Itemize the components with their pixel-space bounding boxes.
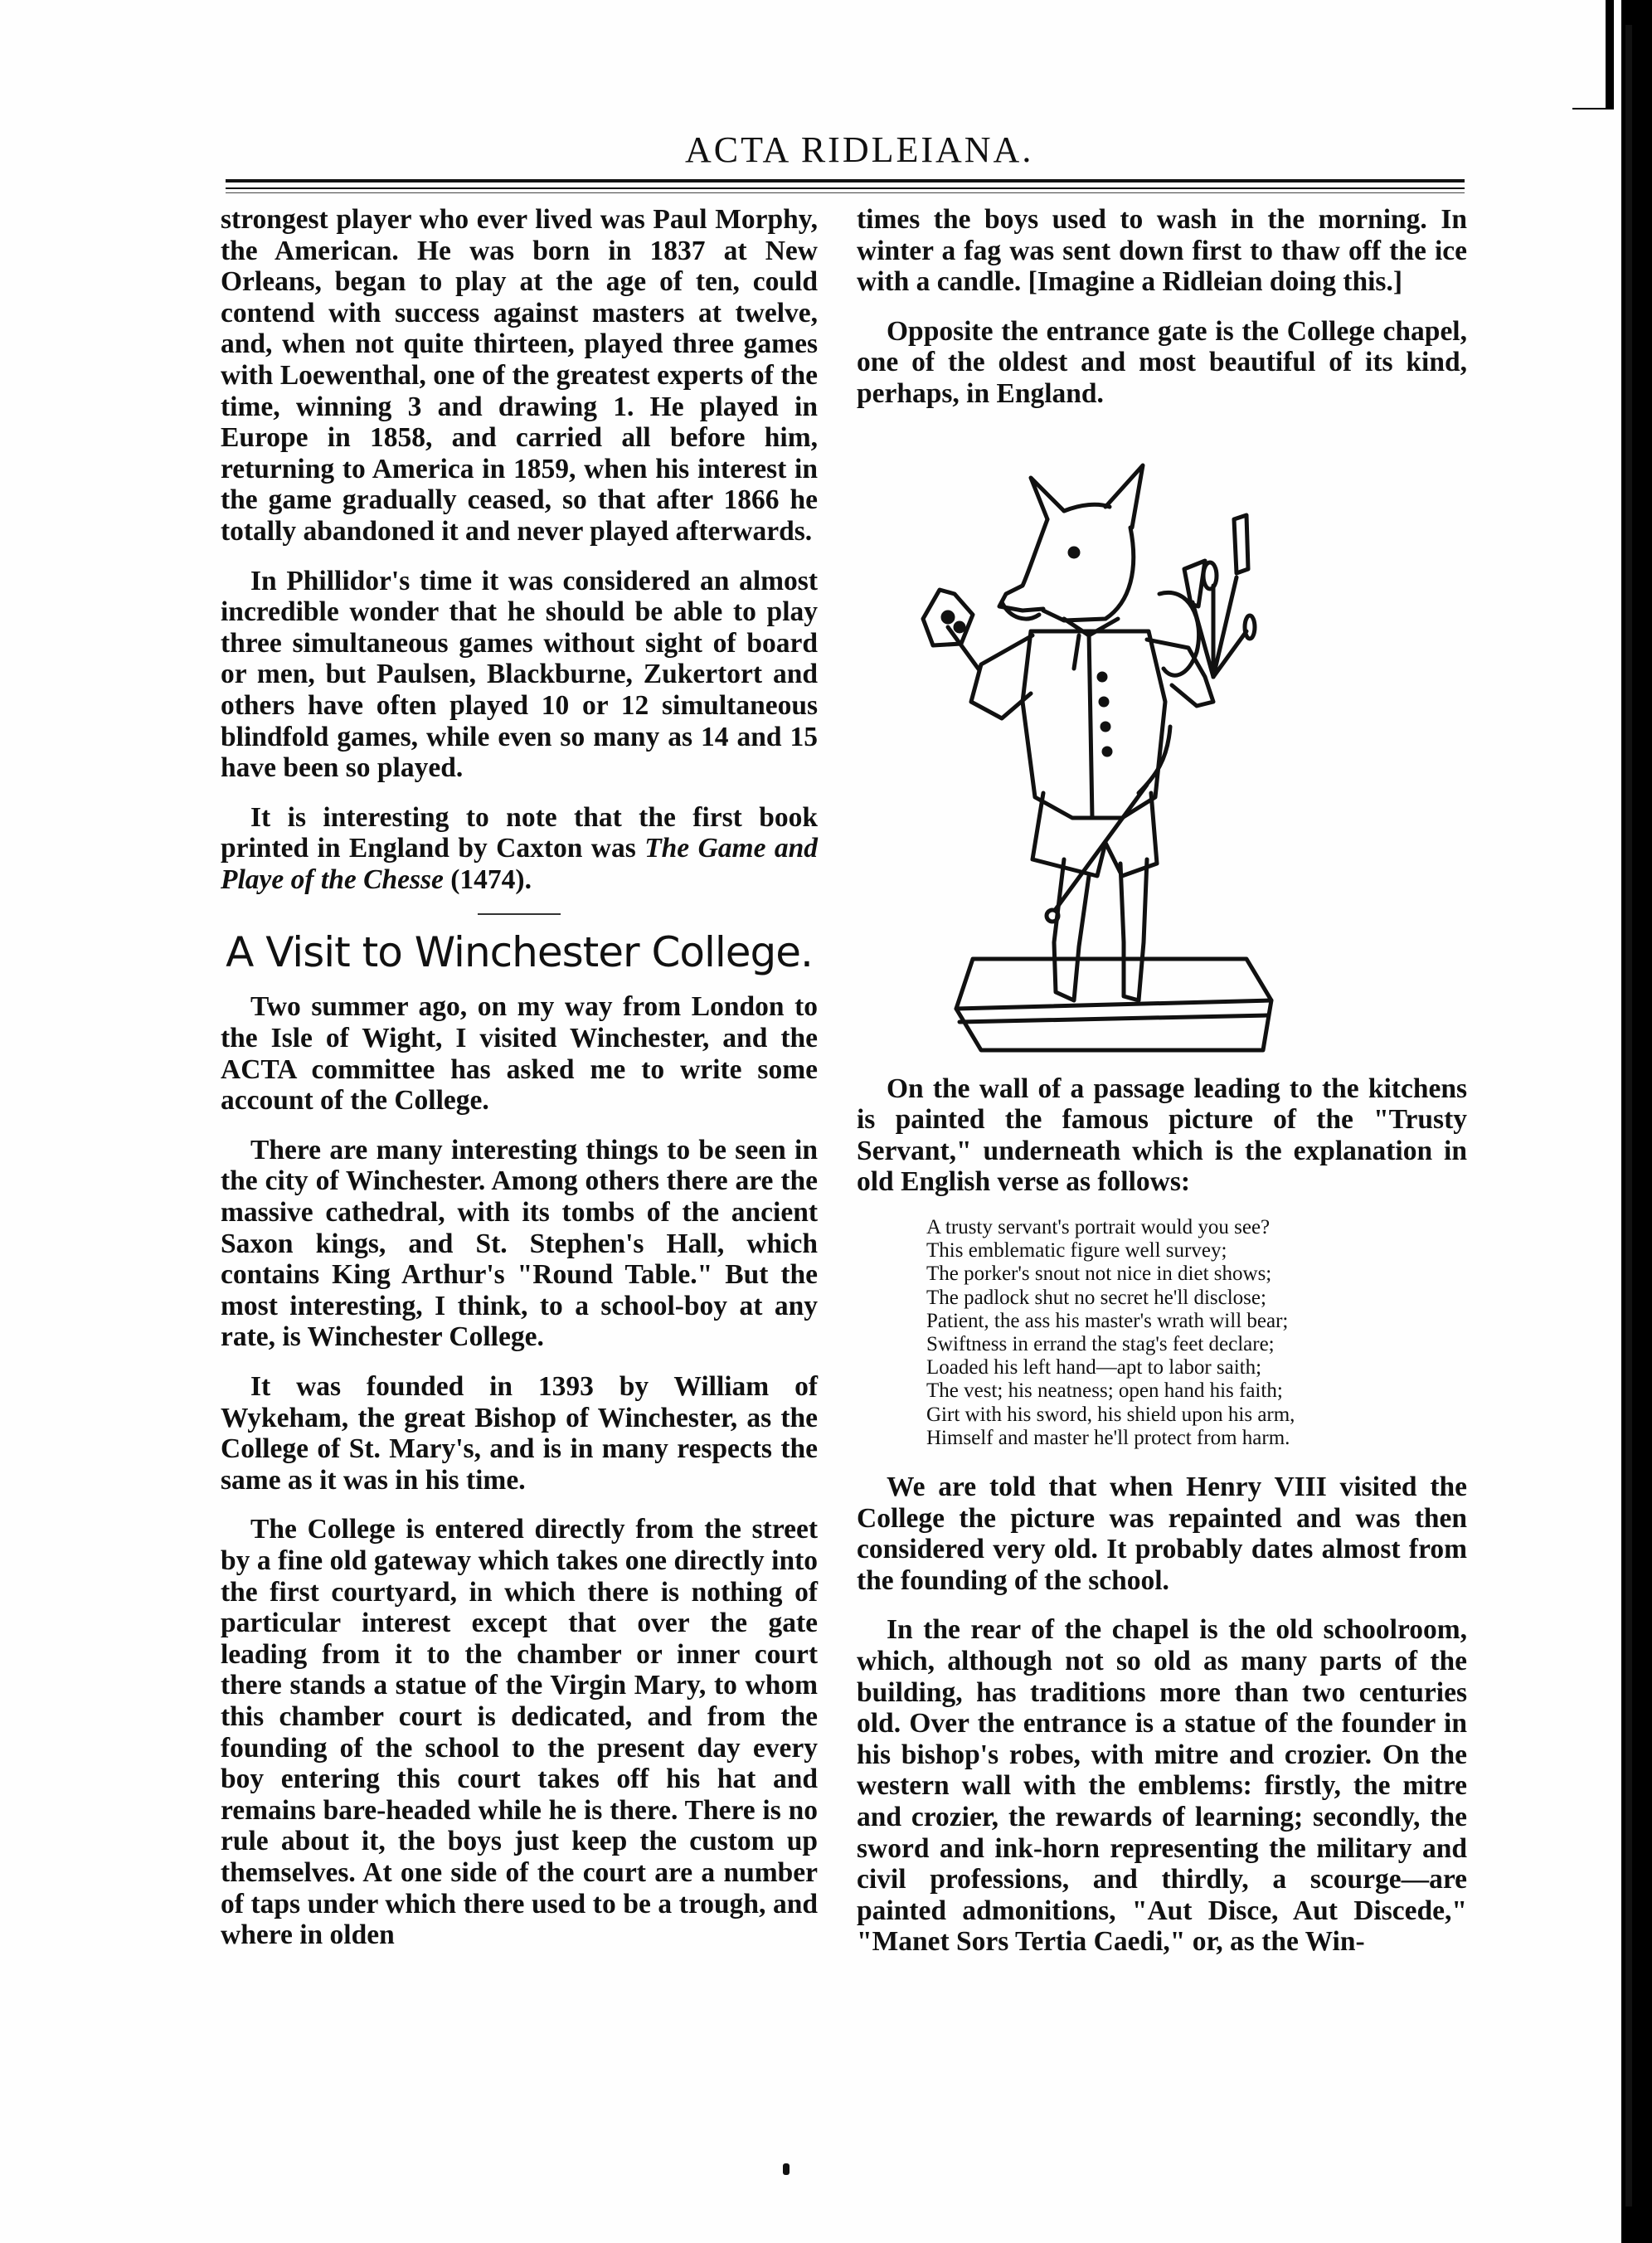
paragraph: strongest player who ever lived was Paul Morphy, the American. He was born in 1837 at New Orleans, began to play at the age of ten, could contend with success against masters at twelve, and, when not quite thirteen, played three games with Loewenthal, one of the greatest experts of the time, winning 3 and drawing 1. He played in Europe in 1858, and carried all before him, returning to America in 1859, when his interest in the game gradually ceased, so that after 1866 he totally abandoned it and never played afterwards.	[221, 204, 818, 547]
book-title: The Game and Playe of the Chesse	[221, 833, 818, 895]
verse-line: The porker's snout not nice in diet shows;	[926, 1263, 1272, 1286]
header-rule	[226, 179, 1465, 182]
caxton-text-before: It is interesting to note that the first book printed in England by Caxton was	[221, 801, 818, 864]
paragraph: In Phillidor's time it was considered an almost incredible wonder that he should be able to play three simultaneous games without sight of board or men, but Paulsen, Blackburne, Zukertort and others have often played 10 or 12 simultaneous blindfold games, while even so many as 14 and 15 have been so played.	[221, 565, 818, 784]
page-edge-mark	[1572, 0, 1614, 109]
trusty-servant-illustration	[857, 428, 1467, 1058]
verse-line: Patient, the ass his master's wrath will bear;	[926, 1309, 1289, 1332]
verse-line: Loaded his left hand—apt to labor saith;	[926, 1356, 1262, 1379]
left-column	[221, 204, 818, 1969]
verse-line: Swiftness in errand the stag's feet declare;	[926, 1332, 1275, 1355]
paragraph: The College is entered directly from the street by a fine old gateway which takes one directly into the first courtyard, in which there is nothing of particular interest except that over the gate leading from it to the chamber or inner court there stands a statue of the Virgin Mary, to whom this chamber court is dedicated, and from the founding of the school to the present day every boy entering this court takes off his hat and remains bare-headed while he is there. There is no rule about it, the boys just keep the custom up themselves. At one side of the court are a number of taps under which there used to be a trough, and where in olden	[221, 1514, 818, 1951]
verse-line: A trusty servant's portrait would you see?	[926, 1215, 1271, 1238]
verse-line: Himself and master he'll protect from harm.	[926, 1426, 1290, 1449]
paragraph: We are told that when Henry VIII visited the College the picture was repainted and was then considered very old. It probably dates almost from the founding of the school.	[857, 1471, 1467, 1596]
verse	[926, 1216, 1467, 1450]
right-column	[857, 204, 1467, 1976]
scan-border-line	[1625, 25, 1632, 2207]
caxton-text-after: (1474).	[443, 864, 532, 895]
verse-line: The vest; his neatness; open hand his faith;	[926, 1379, 1283, 1403]
header-rule-thin-second	[226, 192, 1465, 193]
footer-mark	[783, 2163, 790, 2175]
caxton-paragraph	[221, 802, 818, 896]
paragraph: It was founded in 1393 by William of Wykeham, the great Bishop of Winchester, as the College of St. Mary's, and is in many respects the same as it was in his time.	[221, 1371, 818, 1496]
article-title: A Visit to Winchester College.	[226, 928, 813, 977]
running-header: ACTA RIDLEIANA.	[685, 129, 1034, 170]
paragraph: Opposite the entrance gate is the College chapel, one of the oldest and most beautiful of its kind, perhaps, in England.	[857, 315, 1467, 409]
paragraph: In the rear of the chapel is the old schoolroom, which, although not so old as many parts of the building, has traditions more than two centuries old. Over the entrance is a statue of the founder in his bishop's robes, with mitre and crozier. On the western wall with the emblems: firstly, the mitre and crozier, the rewards of learning; secondly, the sword and ink-horn representing the military and civil professions, and thirdly, a scourge—are painted admonitions, "Aut Disce, Aut Discede," "Manet Sors Tertia Caedi," or, as the Win-	[857, 1614, 1467, 1958]
paragraph: There are many interesting things to be seen in the city of Winchester. Among others there are the massive cathedral, with its tombs of the ancient Saxon kings, and St. Stephen's Hall, which contains King Arthur's "Round Table." But the most interesting, I think, to a school-boy at any rate, is Winchester College.	[221, 1134, 818, 1353]
paragraph: On the wall of a passage leading to the kitchens is painted the famous picture of the "Trusty Servant," underneath which is the explanation in old English verse as follows:	[857, 1073, 1467, 1198]
verse-line: The padlock shut no secret he'll disclose;	[926, 1286, 1266, 1309]
header-rule-thin	[226, 187, 1465, 189]
paragraph: times the boys used to wash in the morning. In winter a fag was sent down first to thaw off the ice with a candle. [Imagine a Ridleian doing this.]	[857, 204, 1467, 298]
verse-line: This emblematic figure well survey;	[926, 1239, 1227, 1263]
verse-line: Girt with his sword, his shield upon his arm,	[926, 1403, 1295, 1426]
trusty-servant-drawing	[857, 428, 1467, 1058]
section-divider	[478, 913, 561, 915]
paragraph: Two summer ago, on my way from London to the Isle of Wight, I visited Winchester, and the ACTA committee has asked me to write some account of the College.	[221, 991, 818, 1117]
